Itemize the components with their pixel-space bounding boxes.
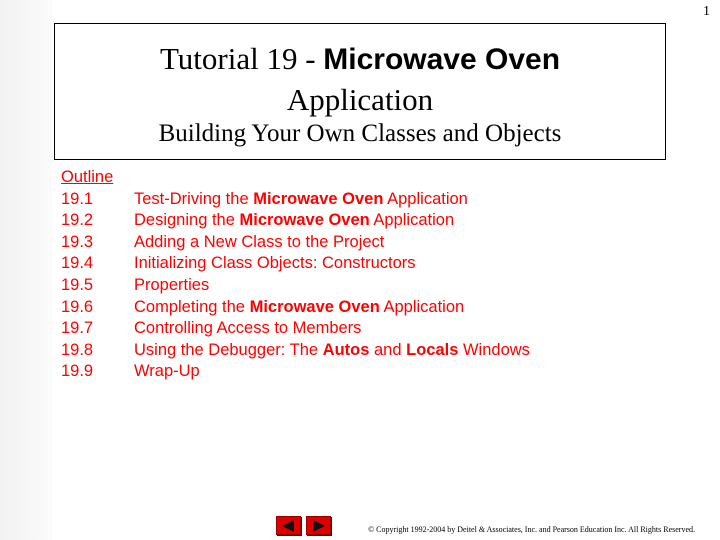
outline-item (61, 318, 661, 340)
section-title: Properties (134, 275, 210, 294)
title-prefix: Tutorial 19 - (159, 41, 324, 76)
section-number: 19.4 (61, 254, 94, 273)
section-title: Initializing Class Objects: Constructors (134, 254, 416, 273)
section-number: 19.2 (61, 211, 94, 230)
section-number: 19.5 (61, 275, 94, 294)
section-title-text: Using the Debugger: The (134, 340, 323, 359)
outline-item (61, 210, 661, 232)
section-title-text: Windows (458, 340, 530, 359)
outline-heading[interactable]: Outline (61, 168, 114, 186)
section-title-text: Designing the (134, 211, 240, 230)
page-number: 1 (703, 4, 710, 19)
section-title (134, 340, 530, 362)
outline-item (61, 361, 661, 383)
outline-item (61, 232, 661, 254)
arrow-right-icon (313, 520, 325, 532)
section-title (134, 297, 464, 319)
section-title-bold: Microwave Oven (249, 297, 380, 316)
section-title-text: Application (383, 189, 468, 208)
section-number: 19.9 (61, 362, 94, 381)
title-box (54, 23, 666, 160)
outline-item (61, 189, 661, 211)
section-title: Wrap-Up (134, 362, 200, 381)
copyright-notice: © Copyright 1992-2004 by Deitel & Associates, Inc. and Pearson Education Inc. All Rights Reserved. (368, 525, 695, 534)
outline-item (61, 275, 661, 297)
outline-item (61, 297, 661, 319)
outline-item (61, 340, 661, 362)
section-number: 19.3 (61, 232, 94, 251)
title-bold: Microwave Oven (323, 43, 561, 76)
section-title: Controlling Access to Members (134, 319, 362, 338)
section-title-text: Application (379, 297, 465, 316)
section-number: 19.7 (61, 319, 94, 338)
section-title-bold: Autos (322, 340, 370, 359)
outline-item (61, 253, 661, 275)
title-line-1 (55, 41, 665, 83)
subtitle: Building Your Own Classes and Objects (158, 120, 562, 147)
left-gradient-band (0, 0, 52, 540)
section-title (134, 189, 468, 211)
section-title-text: Application (369, 211, 455, 230)
section-title-bold: Microwave Oven (239, 211, 370, 230)
section-number: 19.6 (61, 297, 94, 316)
section-title-text: and (369, 340, 407, 359)
section-title-text: Test-Driving the (134, 189, 254, 208)
section-title-text: Completing the (134, 297, 250, 316)
section-title-bold: Microwave Oven (253, 189, 384, 208)
previous-slide-button[interactable] (276, 516, 301, 535)
section-title (134, 210, 454, 232)
outline (61, 167, 661, 383)
section-title-bold: Locals (406, 340, 459, 359)
section-number: 19.8 (61, 340, 94, 359)
arrow-left-icon (282, 520, 294, 532)
next-slide-button[interactable] (306, 516, 331, 535)
section-number: 19.1 (61, 189, 94, 208)
section-title: Adding a New Class to the Project (134, 232, 385, 251)
title-line-2: Application (286, 82, 434, 117)
